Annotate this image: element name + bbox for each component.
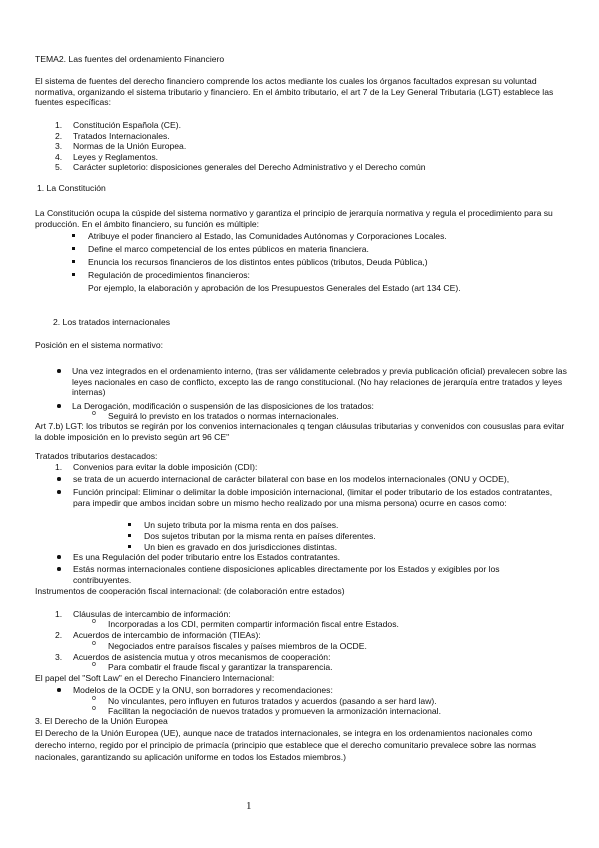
bullet-marker: o	[92, 661, 96, 668]
bullet-marker: o	[92, 640, 96, 647]
bullet-marker	[128, 545, 131, 548]
list-item: Constitución Española (CE).	[73, 120, 181, 130]
subheading: Posición en el sistema normativo:	[35, 340, 164, 350]
subheading: El papel del "Soft Law" en el Derecho Financiero Internacional:	[35, 673, 275, 683]
list-item: Tratados Internacionales.	[73, 130, 170, 141]
bullet-marker: o	[92, 410, 96, 417]
section-heading: 2. Los tratados internacionales	[53, 317, 171, 327]
list-item: Normas de la Unión Europea.	[73, 141, 187, 151]
bullet-marker	[72, 260, 75, 263]
bullet-marker: o	[92, 695, 96, 702]
list-item: Un bien es gravado en dos jurisdicciones distintas.	[144, 542, 337, 552]
list-item: Incorporadas a los CDI, permiten compartir información fiscal entre Estados.	[108, 619, 399, 629]
section3-paragraph: El Derecho de la Unión Europea (UE), aunque nace de tratados internacionales, se integra en los ordenamientos nacionales como derecho interno, regido por el principio de primacía (principio que establece que el derecho comunitario prevalece sobre las normas nacionales, garantizando su aplicación uniforme en todos los Estados miembros.)	[35, 728, 537, 763]
list-item: se trata de un acuerdo internacional de carácter bilateral con base en los modelos internacionales (ONU y OCDE),	[73, 474, 510, 484]
bullet-marker: o	[92, 618, 96, 625]
section1-paragraph: La Constitución ocupa la cúspide del sistema normativo y garantiza el principio de jerarquía normativa y regula el procedimiento para su producción. En el ámbito financiero, su función es múltiple:	[35, 208, 553, 229]
list-item: Leyes y Reglamentos.	[73, 151, 159, 162]
list-item: Acuerdos de intercambio de información (TIEAs):	[73, 630, 261, 640]
bullet-marker	[57, 490, 61, 494]
bullet-marker	[57, 567, 61, 571]
section-heading: 1. La Constitución	[37, 183, 106, 193]
section-heading: 3. El Derecho de la Unión Europea	[35, 716, 168, 726]
bullet-marker: o	[92, 705, 96, 712]
list-number: 1.	[55, 609, 63, 619]
list-item: Negociados entre paraísos fiscales y países miembros de la OCDE.	[108, 641, 367, 651]
list-item: Enuncia los recursos financieros de los distintos entes públicos (tributos, Deuda Pública,)	[88, 257, 428, 267]
list-item-continuation: Por ejemplo, la elaboración y aprobación de los Presupuestos Generales del Estado (art 134 CE).	[88, 283, 461, 293]
subheading: Instrumentos de cooperación fiscal internacional: (de colaboración entre estados)	[35, 586, 345, 596]
list-number: 2.	[55, 130, 63, 141]
list-item: Seguirá lo previsto en los tratados o normas internacionales.	[108, 411, 339, 421]
bullet-marker	[72, 247, 75, 250]
list-number: 3.	[55, 652, 63, 662]
document-title: TEMA2. Las fuentes del ordenamiento Financiero	[35, 54, 225, 64]
list-number: 2.	[55, 630, 63, 640]
article-paragraph: Art 7.b) LGT: los tributos se regirán por los convenios internacionales q tengan cláusulas tributarias y convenidos con coususlas para evitar la doble imposición en lo previsto según art 96 CE"	[35, 421, 565, 442]
list-item: Modelos de la OCDE y la ONU, son borradores y recomendaciones:	[73, 685, 333, 695]
list-item: Define el marco competencial de los entes públicos en materia financiera.	[88, 244, 369, 254]
bullet-marker	[57, 555, 61, 559]
bullet-marker	[128, 523, 131, 526]
list-number: 5.	[55, 162, 63, 172]
bullet-marker	[57, 688, 61, 692]
list-item: Acuerdos de asistencia mutua y otros mecanismos de cooperación:	[73, 652, 331, 662]
list-number: 4.	[55, 151, 63, 162]
list-item: La Derogación, modificación o suspensión de las disposiciones de los tratados:	[72, 401, 374, 411]
list-item: Para combatir el fraude fiscal y garantizar la transparencia.	[108, 662, 333, 672]
list-item: Convenios para evitar la doble imposición (CDI):	[73, 462, 258, 472]
list-item: Facilitan la negociación de nuevos tratados y promueven la armonización internacional.	[108, 706, 441, 716]
bullet-marker	[72, 234, 75, 237]
subheading: Tratados tributarios destacados:	[35, 451, 158, 461]
list-item: Un sujeto tributa por la misma renta en dos países.	[144, 520, 339, 530]
list-item: Función principal: Eliminar o delimitar la doble imposición internacional, (limitar el poder tributario de los estados contratantes, para impedir que ambos incidan sobre un mismo hecho realizado por una misma persona) ocurre en casos como:	[73, 487, 553, 508]
list-number: 1.	[55, 462, 63, 472]
list-item: Una vez integrados en el ordenamiento interno, (tras ser válidamente celebrados y previa publicación oficial) prevalecen sobre las leyes nacionales en caso de conflicto, excepto las de rango constitucional. (No hay relaciones de jerarquía entre tratados y leyes internas)	[72, 366, 567, 397]
intro-paragraph: El sistema de fuentes del derecho financiero comprende los actos mediante los cuales los órganos facultados expresan su voluntad normativa, organizando el sistema tributario y financiero. En el ámbito tributario, el art 7 de la Ley General Tributaria (LGT) establece las fuentes específicas:	[35, 76, 554, 107]
list-item: Carácter supletorio: disposiciones generales del Derecho Administrativo y el Derecho común	[73, 162, 426, 172]
list-item: Regulación de procedimientos financieros:	[88, 270, 250, 280]
bullet-marker	[128, 534, 131, 537]
page-number: 1	[246, 800, 252, 812]
list-number: 3.	[55, 141, 63, 151]
bullet-marker	[72, 273, 75, 276]
bullet-marker	[57, 369, 61, 373]
list-number: 1.	[55, 120, 63, 130]
bullet-marker	[57, 404, 61, 408]
list-item: Es una Regulación del poder tributario entre los Estados contratantes.	[73, 552, 341, 562]
list-item: Atribuye el poder financiero al Estado, las Comunidades Autónomas y Corporaciones Locales.	[88, 231, 447, 241]
list-item: Estás normas internacionales contiene disposiciones aplicables directamente por los Estados y exigibles por los contribuyentes.	[73, 564, 500, 585]
list-item: No vinculantes, pero influyen en futuros tratados y acuerdos (pasando a ser hard law).	[108, 696, 437, 706]
list-item: Dos sujetos tributan por la misma renta en países diferentes.	[144, 531, 376, 541]
bullet-marker	[57, 477, 61, 481]
list-item: Cláusulas de intercambio de información:	[73, 609, 231, 619]
